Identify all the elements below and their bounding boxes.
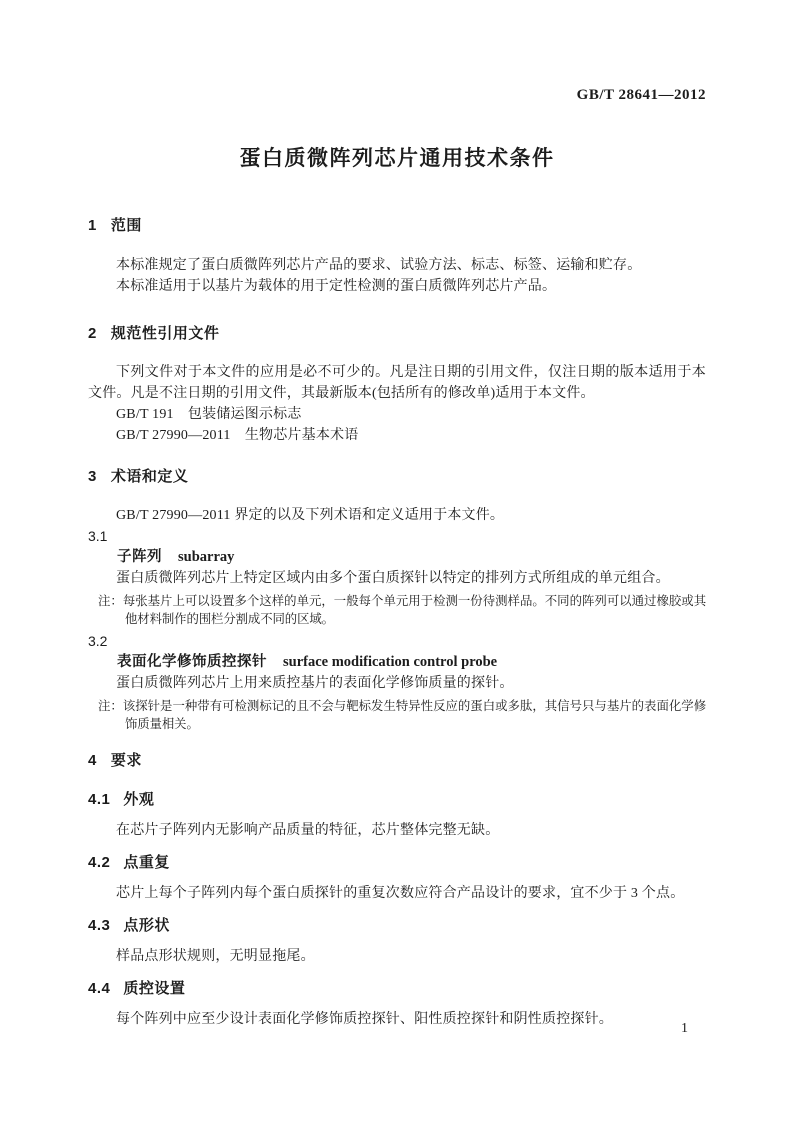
- section-4-heading: [88, 750, 706, 771]
- section-3-paragraph: GB/T 27990—2011 界定的以及下列术语和定义适用于本文件。: [116, 508, 505, 523]
- section-1-heading: [88, 215, 706, 236]
- term-3-1-zh: 子阵列: [117, 549, 162, 565]
- normative-reference: GB/T 191 包装储运图示标志: [116, 407, 302, 422]
- section-4-number: 4: [88, 752, 97, 769]
- subsection-4-3-title: 点形状: [123, 917, 170, 934]
- subsection-4-4-title: 质控设置: [123, 980, 186, 997]
- term-3-2-zh: 表面化学修饰质控探针: [117, 654, 267, 670]
- subsection-4-2-text: 芯片上每个子阵列内每个蛋白质探针的重复次数应符合产品设计的要求，宜不少于 3 个点。: [116, 886, 685, 901]
- page-number: 1: [681, 1021, 688, 1036]
- subsection-4-2-number: 4.2: [88, 854, 111, 871]
- section-3-number: 3: [88, 468, 97, 485]
- term-3-1-number: 3.1: [88, 528, 108, 544]
- section-2-number: 2: [88, 325, 97, 342]
- section-3-heading: [88, 466, 706, 487]
- section-4-title: 要求: [110, 752, 142, 769]
- section-2-paragraph: 下列文件对于本文件的应用是必不可少的。凡是注日期的引用文件，仅注日期的版本适用于本文件。凡是不注日期的引用文件，其最新版本(包括所有的修改单)适用于本文件。: [88, 365, 706, 401]
- section-2-title: 规范性引用文件: [110, 325, 220, 342]
- section-1-paragraph: 本标准适用于以基片为载体的用于定性检测的蛋白质微阵列芯片产品。: [116, 279, 557, 294]
- subsection-4-3-text: 样品点形状规则，无明显拖尾。: [116, 949, 315, 964]
- subsection-4-3-heading: [88, 915, 706, 936]
- term-3-1-en: subarray: [178, 549, 235, 565]
- term-3-1-note: 注：每张基片上可以设置多个这样的单元，一般每个单元用于检测一份待测样品。不同的阵列可以通过橡胶或其他材料制作的围栏分割成不同的区域。: [98, 594, 706, 626]
- section-3-title: 术语和定义: [110, 468, 189, 485]
- subsection-4-1-number: 4.1: [88, 791, 111, 808]
- subsection-4-2-title: 点重复: [123, 854, 170, 871]
- term-3-2-definition: 蛋白质微阵列芯片上用来质控基片的表面化学修饰质量的探针。: [116, 676, 514, 691]
- section-1-title: 范围: [110, 217, 142, 234]
- section-2-heading: [88, 323, 706, 344]
- normative-reference: GB/T 27990—2011 生物芯片基本术语: [116, 428, 359, 443]
- term-3-1-definition: 蛋白质微阵列芯片上特定区域内由多个蛋白质探针以特定的排列方式所组成的单元组合。: [116, 571, 670, 586]
- section-1-paragraph: 本标准规定了蛋白质微阵列芯片产品的要求、试验方法、标志、标签、运输和贮存。: [116, 258, 642, 273]
- term-3-1-title: [88, 547, 706, 568]
- subsection-4-1-title: 外观: [123, 791, 155, 808]
- subsection-4-4-text: 每个阵列中应至少设计表面化学修饰质控探针、阳性质控探针和阴性质控探针。: [116, 1012, 613, 1027]
- term-3-2-en: surface modification control probe: [283, 654, 498, 670]
- term-3-2-number: 3.2: [88, 633, 108, 649]
- term-3-2-note: 注：该探针是一种带有可检测标记的且不会与靶标发生特异性反应的蛋白或多肽，其信号只与基片的表面化学修饰质量相关。: [98, 699, 706, 731]
- subsection-4-1-heading: [88, 789, 706, 810]
- subsection-4-4-number: 4.4: [88, 980, 111, 997]
- subsection-4-3-number: 4.3: [88, 917, 111, 934]
- document-title: 蛋白质微阵列芯片通用技术条件: [239, 147, 555, 170]
- term-3-2-title: [88, 652, 706, 673]
- subsection-4-2-heading: [88, 852, 706, 873]
- section-1-number: 1: [88, 217, 97, 234]
- subsection-4-4-heading: [88, 978, 706, 999]
- standard-code: GB/T 28641—2012: [576, 87, 706, 103]
- subsection-4-1-text: 在芯片子阵列内无影响产品质量的特征，芯片整体完整无缺。: [116, 823, 500, 838]
